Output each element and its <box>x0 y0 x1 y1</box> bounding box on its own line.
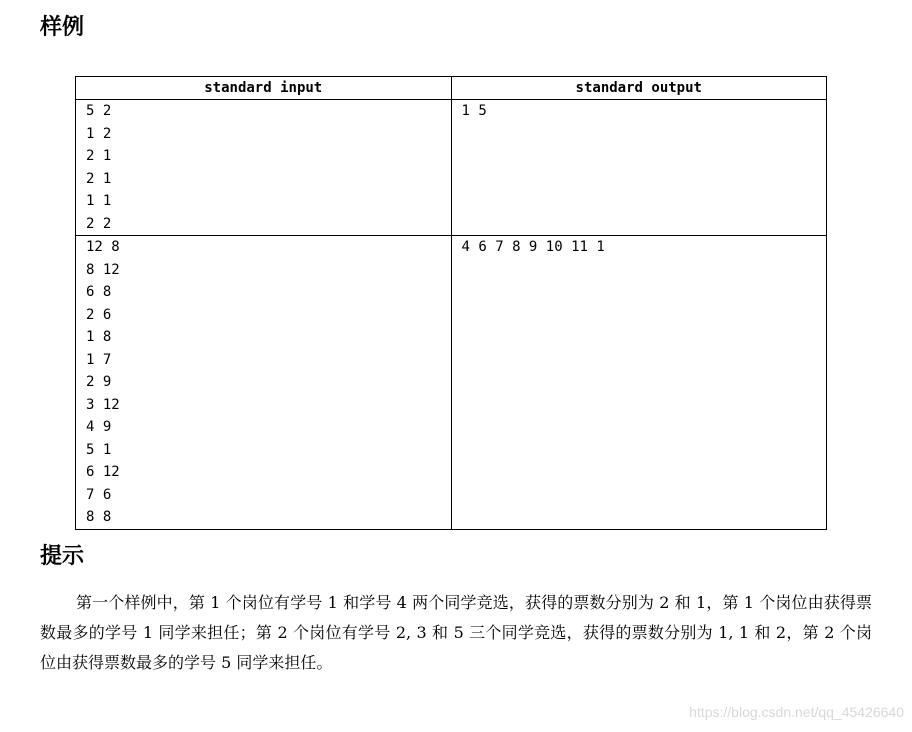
input-line: 5 2 <box>86 103 112 119</box>
input-line: 1 7 <box>86 351 112 368</box>
hint-heading: 提示 <box>40 544 85 569</box>
input-line: 12 8 <box>86 239 120 255</box>
sample-table <box>75 76 827 530</box>
input-line: 2 1 <box>86 170 112 187</box>
input-line: 1 1 <box>86 193 112 209</box>
sample-2-output <box>451 236 827 530</box>
input-line: 1 2 <box>86 125 112 142</box>
sample-table-header-row <box>76 77 827 100</box>
input-line: 8 12 <box>86 261 120 278</box>
header-standard-output: standard output <box>451 77 827 100</box>
sample-2-input <box>76 236 452 530</box>
input-line: 8 8 <box>86 509 112 525</box>
input-line: 4 9 <box>86 419 112 435</box>
input-line: 6 8 <box>86 284 112 300</box>
input-line: 2 9 <box>86 374 112 390</box>
input-line: 7 6 <box>86 486 112 503</box>
input-line: 2 2 <box>86 215 112 232</box>
sample-row-2 <box>76 236 827 530</box>
input-line: 3 12 <box>86 396 120 413</box>
input-line: 2 1 <box>86 148 112 164</box>
header-standard-input: standard input <box>76 77 452 100</box>
sample-1-input <box>76 100 452 236</box>
input-line: 6 12 <box>86 464 120 480</box>
input-line: 2 6 <box>86 306 112 323</box>
sample-row-1 <box>76 100 827 236</box>
watermark-url: https://blog.csdn.net/qq_45426640 <box>689 704 904 720</box>
output-line: 1 5 <box>461 103 487 119</box>
input-line: 1 8 <box>86 329 112 345</box>
output-line: 4 6 7 8 9 10 11 1 <box>461 239 605 255</box>
sample-1-output <box>451 100 827 236</box>
sample-heading: 样例 <box>40 15 85 40</box>
input-line: 5 1 <box>86 441 112 458</box>
hint-paragraph: 第一个样例中，第 1 个岗位有学号 1 和学号 4 两个同学竞选，获得的票数分别为 2 和 1，第 1 个岗位由获得票数最多的学号 1 同学来担任；第 2 个岗位有学号 2, 3 和 5 三个同学竞选，获得的票数分别为 1, 1 和 2，第 2 个岗位由获得票数最多的学号 5 同学来担任。 <box>40 593 872 672</box>
